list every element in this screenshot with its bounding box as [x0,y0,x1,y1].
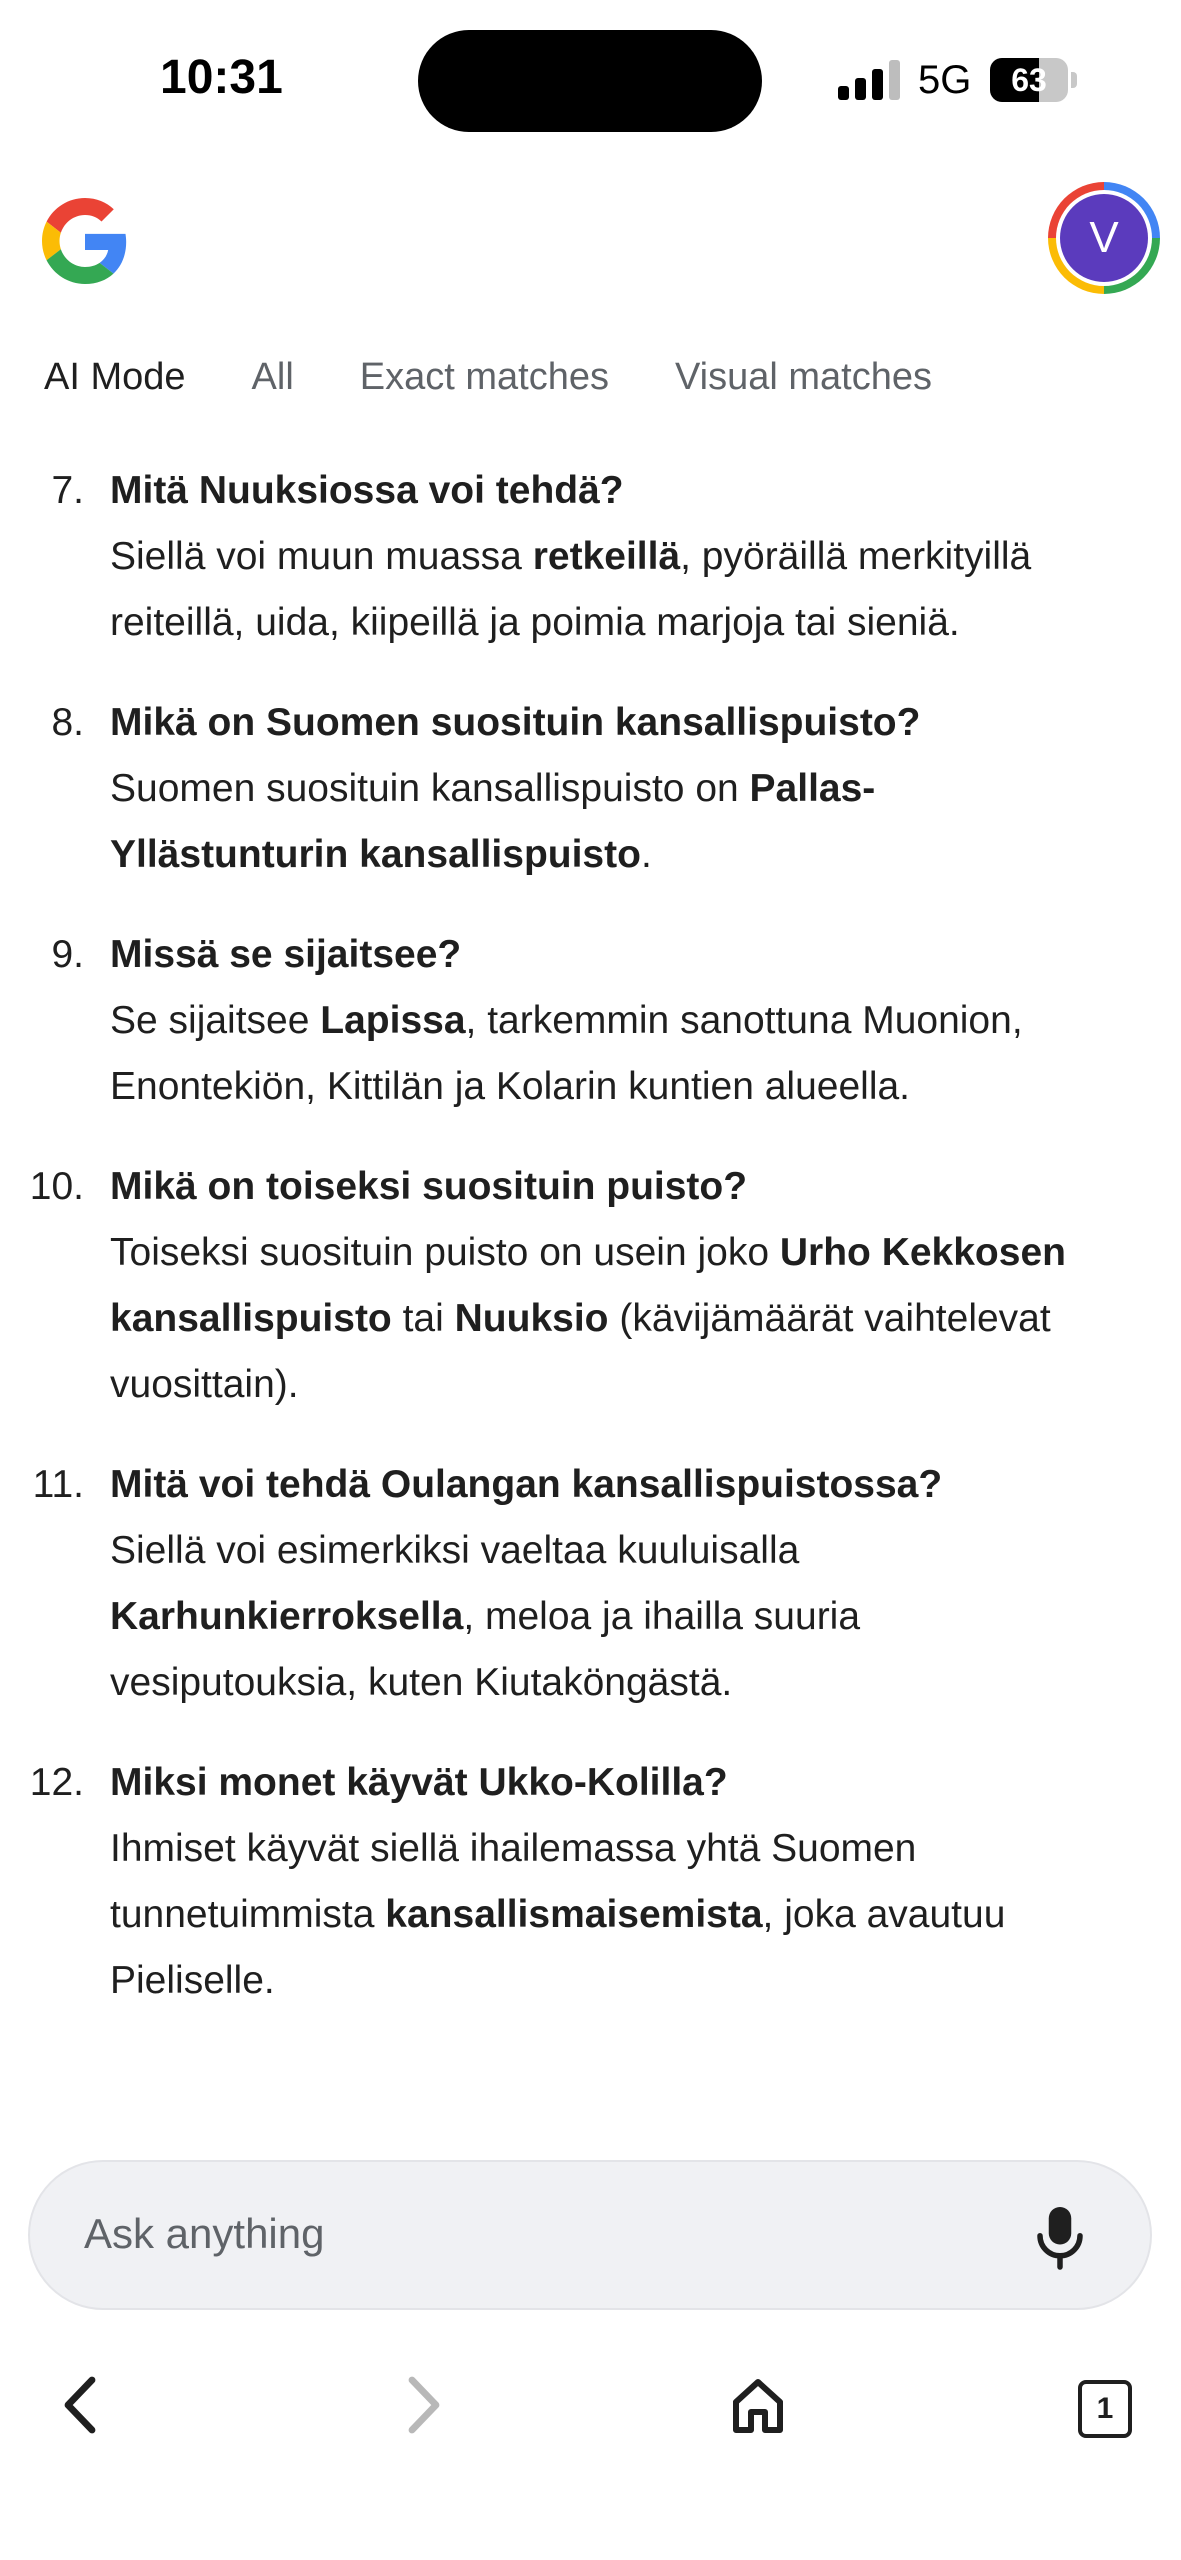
answer-text [110,767,875,876]
answer-segment: , joka avautuu Pieliselle. [110,1893,1006,2002]
tab-visual-matches[interactable]: Visual matches [674,356,932,398]
list-number: 8. [51,701,84,744]
list-number: 7. [51,469,84,512]
answer-highlight: Karhunkierroksella [110,1595,464,1638]
ask-input[interactable] [28,2160,1152,2310]
forward-icon[interactable] [392,2370,452,2440]
answer-segment: , pyöräillä merkityillä reiteillä, uida, kiipeillä ja poimia marjoja tai sieniä. [110,535,1032,644]
tab-ai-mode[interactable]: AI Mode [44,356,186,398]
question-text: Missä se sijaitsee? [110,933,462,976]
answer-segment: Siellä voi esimerkiksi vaeltaa kuuluisalla [110,1529,800,1572]
ask-placeholder: Ask anything [84,2210,325,2257]
list-item [0,1154,1110,1418]
back-icon[interactable] [52,2370,112,2440]
list-item [0,458,1110,656]
status-time: 10:31 [160,51,283,104]
list-item [0,1452,1110,1716]
question-text: Mikä on Suomen suosituin kansallispuisto? [110,701,921,744]
list-number: 11. [32,1463,84,1506]
answer-highlight: Nuuksio [454,1297,609,1340]
answer-segment: Ihmiset käyvät siellä ihailemassa yhtä Suomen tunnetuimmista [110,1827,917,1936]
question-text: Mikä on toiseksi suosituin puisto? [110,1165,748,1208]
answer-highlight: Urho Kekkosen kansallispuisto [110,1231,1066,1340]
answer-highlight: Lapissa [320,999,466,1042]
list-item [0,1750,1110,2014]
answer-text [110,999,1023,1108]
search-tabs [44,356,998,406]
answer-segment: Siellä voi muun muassa [110,535,533,578]
answer-highlight: Pallas-Yllästunturin kansallispuisto [110,767,876,876]
tab-all[interactable]: All [251,356,294,398]
question-text: Miksi monet käyvät Ukko-Kolilla? [110,1761,728,1804]
answer-text [110,1231,1066,1406]
list-number: 12. [29,1761,84,1804]
answer-segment: , meloa ja ihailla suuria vesiputouksia, kuten Kiutaköngästä. [110,1595,861,1704]
question-text: Mitä Nuuksiossa voi tehdä? [110,469,624,512]
answer-segment: Se sijaitsee [110,999,321,1042]
list-number: 10. [29,1165,84,1208]
mic-icon[interactable] [1030,2204,1090,2270]
cellular-signal-icon [838,60,900,100]
answer-text [110,535,1031,644]
network-type: 5G [918,58,972,102]
answer-segment: (kävijämäärät vaihtelevat vuosittain). [110,1297,1051,1406]
answer-text [110,1529,860,1704]
avatar-letter: V [1060,194,1148,282]
google-logo-icon[interactable] [42,198,128,284]
dynamic-island [418,30,762,132]
battery-percent: 63 [1011,62,1047,98]
answer-segment: , tarkemmin sanottuna Muonion, Enontekiön, Kittilän ja Kolarin kuntien alueella. [110,999,1023,1108]
list-item [0,922,1110,1120]
answer-segment: . [640,833,652,876]
answer-highlight: kansallismaisemista [385,1893,763,1936]
tab-exact-matches[interactable]: Exact matches [359,356,609,398]
answer-segment: Suomen suosituin kansallispuisto on [110,767,750,810]
answer-text [110,1827,1005,2002]
home-icon[interactable] [728,2370,788,2440]
answer-list [0,458,1181,2048]
list-item [0,690,1110,888]
list-number: 9. [51,933,84,976]
account-avatar[interactable] [1048,182,1160,294]
answer-segment: Toiseksi suosituin puisto on usein joko [110,1231,780,1274]
answer-segment: tai [391,1297,455,1340]
question-text: Mitä voi tehdä Oulangan kansallispuistossa? [110,1463,943,1506]
tabs-icon[interactable]: 1 [1078,2380,1132,2438]
battery-icon [990,58,1078,102]
answer-highlight: retkeillä [532,535,681,578]
